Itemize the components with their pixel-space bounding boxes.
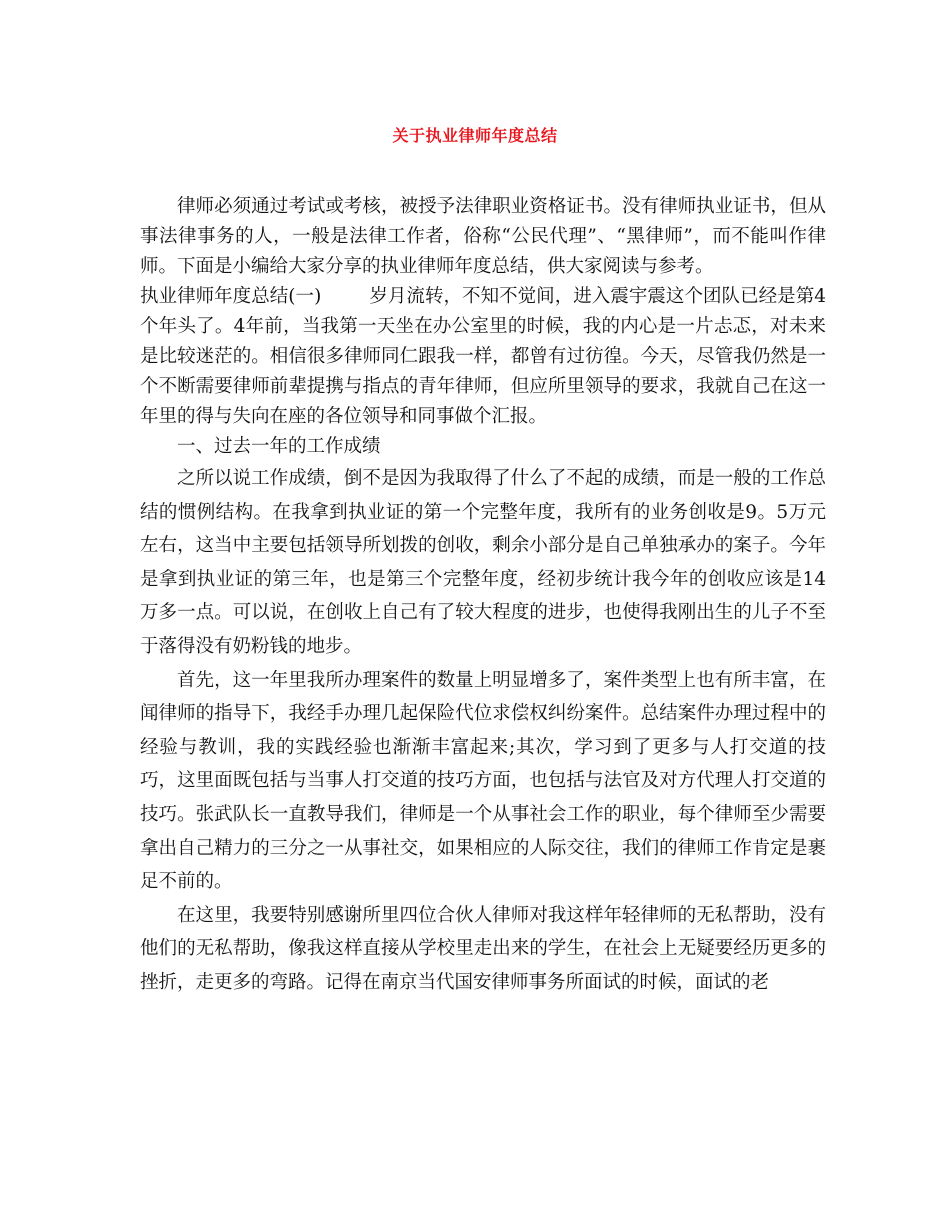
paragraph-intro: 律师必须通过考试或考核，被授予法律职业资格证书。没有律师执业证书，但从事法律事务的人，一般是法律工作者，俗称“公民代理”、“黑律师”，而不能叫作律师。下面是小编给大家分享的执业律师年度总结，供大家阅读与参考。 (140, 196, 826, 277)
section-label: 执业律师年度总结(一) (140, 286, 322, 307)
section-opening-text: 岁月流转，不知不觉间，进入震宇震这个团队已经是第4个年头了。4年前，当我第一天坐在办公室里的时候，我的内心是一片忐忑，对未来是比较迷茫的。相信很多律师同仁跟我一样，都曾有过彷徨。今天，尽管我仍然是一个不断需要律师前辈提携与指点的青年律师，但应所里领导的要求，我就自己在这一年里的得与失向在座的各位领导和同事做个汇报。 (140, 286, 827, 427)
document-body (140, 192, 826, 1000)
paragraph-thanks: 在这里，我要特别感谢所里四位合伙人律师对我这样年轻律师的无私帮助，没有他们的无私帮助，像我这样直接从学校里走出来的学生，在社会上无疑要经历更多的挫折，走更多的弯路。记得在南京当代国安律师事务所面试的时候，面试的老 (140, 904, 826, 993)
paragraph-section-opening (140, 282, 826, 432)
paragraph-first: 首先，这一年里我所办理案件的数量上明显增多了，案件类型上也有所丰富，在闻律师的指导下，我经手办理几起保险代位求偿权纠纷案件。总结案件办理过程中的经验与教训，我的实践经验也渐渐丰富起来;其次，学习到了更多与人打交道的技巧，这里面既包括与当事人打交道的技巧方面，也包括与法官及对方代理人打交道的技巧。张武队长一直教导我们，律师是一个从事社会工作的职业，每个律师至少需要拿出自己精力的三分之一从事社交，如果相应的人际交往，我们的律师工作肯定是裹足不前的。 (140, 669, 826, 893)
heading-past-year-achievements: 一、过去一年的工作成绩 (177, 436, 381, 457)
document-title: 关于执业律师年度总结 (392, 126, 558, 145)
paragraph-achievements: 之所以说工作成绩，倒不是因为我取得了什么了不起的成绩，而是一般的工作总结的惯例结构。在我拿到执业证的第一个完整年度，我所有的业务创收是9。5万元左右，这当中主要包括领导所划拨的创收，剩余小部分是自己单独承办的案子。今年是拿到执业证的第三年，也是第三个完整年度，经初步统计我今年的创收应该是14万多一点。可以说，在创收上自己有了较大程度的进步，也使得我刚出生的儿子不至于落得没有奶粉钱的地步。 (140, 468, 826, 657)
